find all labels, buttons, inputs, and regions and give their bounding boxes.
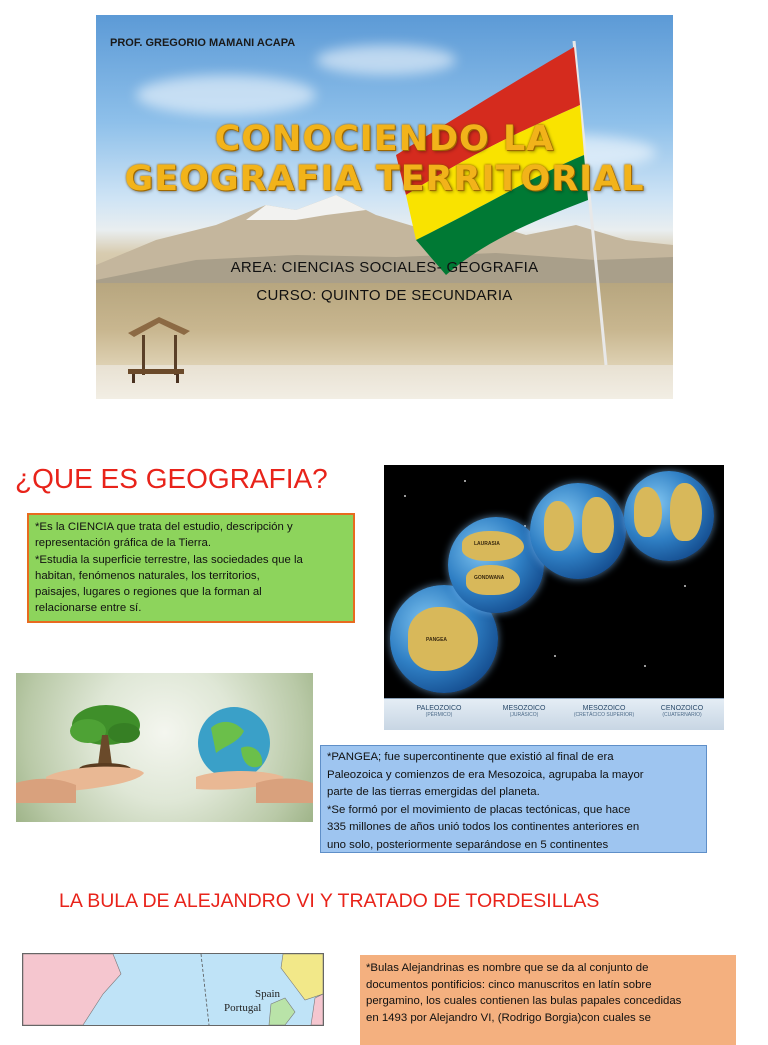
definition-line: habitan, fenómenos naturales, los territorios, [35, 569, 260, 582]
bula-note-line: documentos pontificios: cinco manuscritos en latín sobre [366, 978, 652, 991]
cover-course: CURSO: QUINTO DE SECUNDARIA [256, 287, 513, 304]
cover-area: AREA: CIENCIAS SOCIALES- GEOGRAFIA [230, 259, 539, 276]
geografia-heading-mark: ? [312, 463, 328, 494]
laurasia-label: LAURASIA [474, 541, 500, 547]
cover-title-line1: CONOCIENDO LA [214, 119, 555, 159]
pangea-note-line: Paleozoica y comienzos de era Mesozoica, agrupaba la mayor [327, 768, 644, 781]
definition-line: representación gráfica de la Tierra. [35, 537, 212, 550]
bula-note-box [360, 955, 736, 1045]
era-label-cenozoic: CENOZOICO (CUATERNARIO) [660, 705, 704, 718]
era-label-jurassic: MESOZOICO (JURÁSICO) [502, 705, 546, 718]
gondwana-label: GONDWANA [474, 575, 505, 581]
bula-note-line: en 1493 por Alejandro VI, (Rodrigo Borgia)con cuales se [366, 1011, 651, 1024]
era-label-paleozoic: PALEOZOICO (PÉRMICO) [416, 705, 462, 718]
author-name: PROF. GREGORIO MAMANI ACAPA [110, 37, 296, 49]
definition-line: *Es la CIENCIA que trata del estudio, descripción y [35, 521, 293, 533]
geografia-definition-box [27, 513, 355, 623]
pangea-note-line: parte de las tierras emergidas del planeta. [327, 786, 540, 798]
hands-illustration [16, 673, 313, 822]
hands-tree-globe-photo [16, 673, 313, 822]
cover-title-line2: GEOGRAFIA TERRITORIAL [124, 159, 645, 199]
pangea-note-line: uno solo, posteriormente separándose en 5 continentes [327, 838, 609, 851]
cover-slide [96, 15, 673, 399]
map-label-portugal: Portugal [224, 1002, 262, 1014]
bula-note-line: pergamino, los cuales contienen las bulas papales concedidas [366, 995, 682, 1007]
pangea-note-line: 335 millones de años unió todos los continentes anteriores en [327, 821, 640, 833]
geografia-heading [15, 463, 328, 495]
bolivia-flag-graphic [376, 35, 673, 385]
globe-cenozoic [624, 471, 714, 561]
shelter-graphic [124, 313, 194, 385]
map-label-spain: Spain [255, 988, 281, 1000]
definition-line: paisajes, lugares o regiones que la forman al [35, 586, 262, 599]
definition-line: *Estudia la superficie terrestre, las sociedades que la [35, 553, 303, 566]
pangea-note-box [320, 745, 707, 853]
bula-title: LA BULA DE ALEJANDRO VI Y TRATADO DE TORDESILLAS [59, 890, 600, 912]
pangea-note-line: *Se formó por el movimiento de placas tectónicas, que hace [327, 803, 631, 816]
globe-cretaceous [530, 483, 626, 579]
pangea-label: PANGEA [426, 637, 448, 643]
pangea-note-line: *PANGEA; fue supercontinente que existió al final de era [327, 751, 614, 763]
era-timeline [384, 698, 724, 730]
geografia-heading-text: ¿QUE ES GEOGRAFIA [15, 463, 313, 494]
definition-line: relacionarse entre sí. [35, 602, 142, 615]
pangea-globes-figure [384, 465, 724, 730]
tordesillas-map [22, 953, 324, 1026]
cover-title [96, 119, 673, 199]
bula-note-line: *Bulas Alejandrinas es nombre que se da al conjunto de [366, 962, 649, 974]
era-label-cretaceous: MESOZOICO (CRETÁCICO SUPERIOR) [573, 705, 635, 718]
